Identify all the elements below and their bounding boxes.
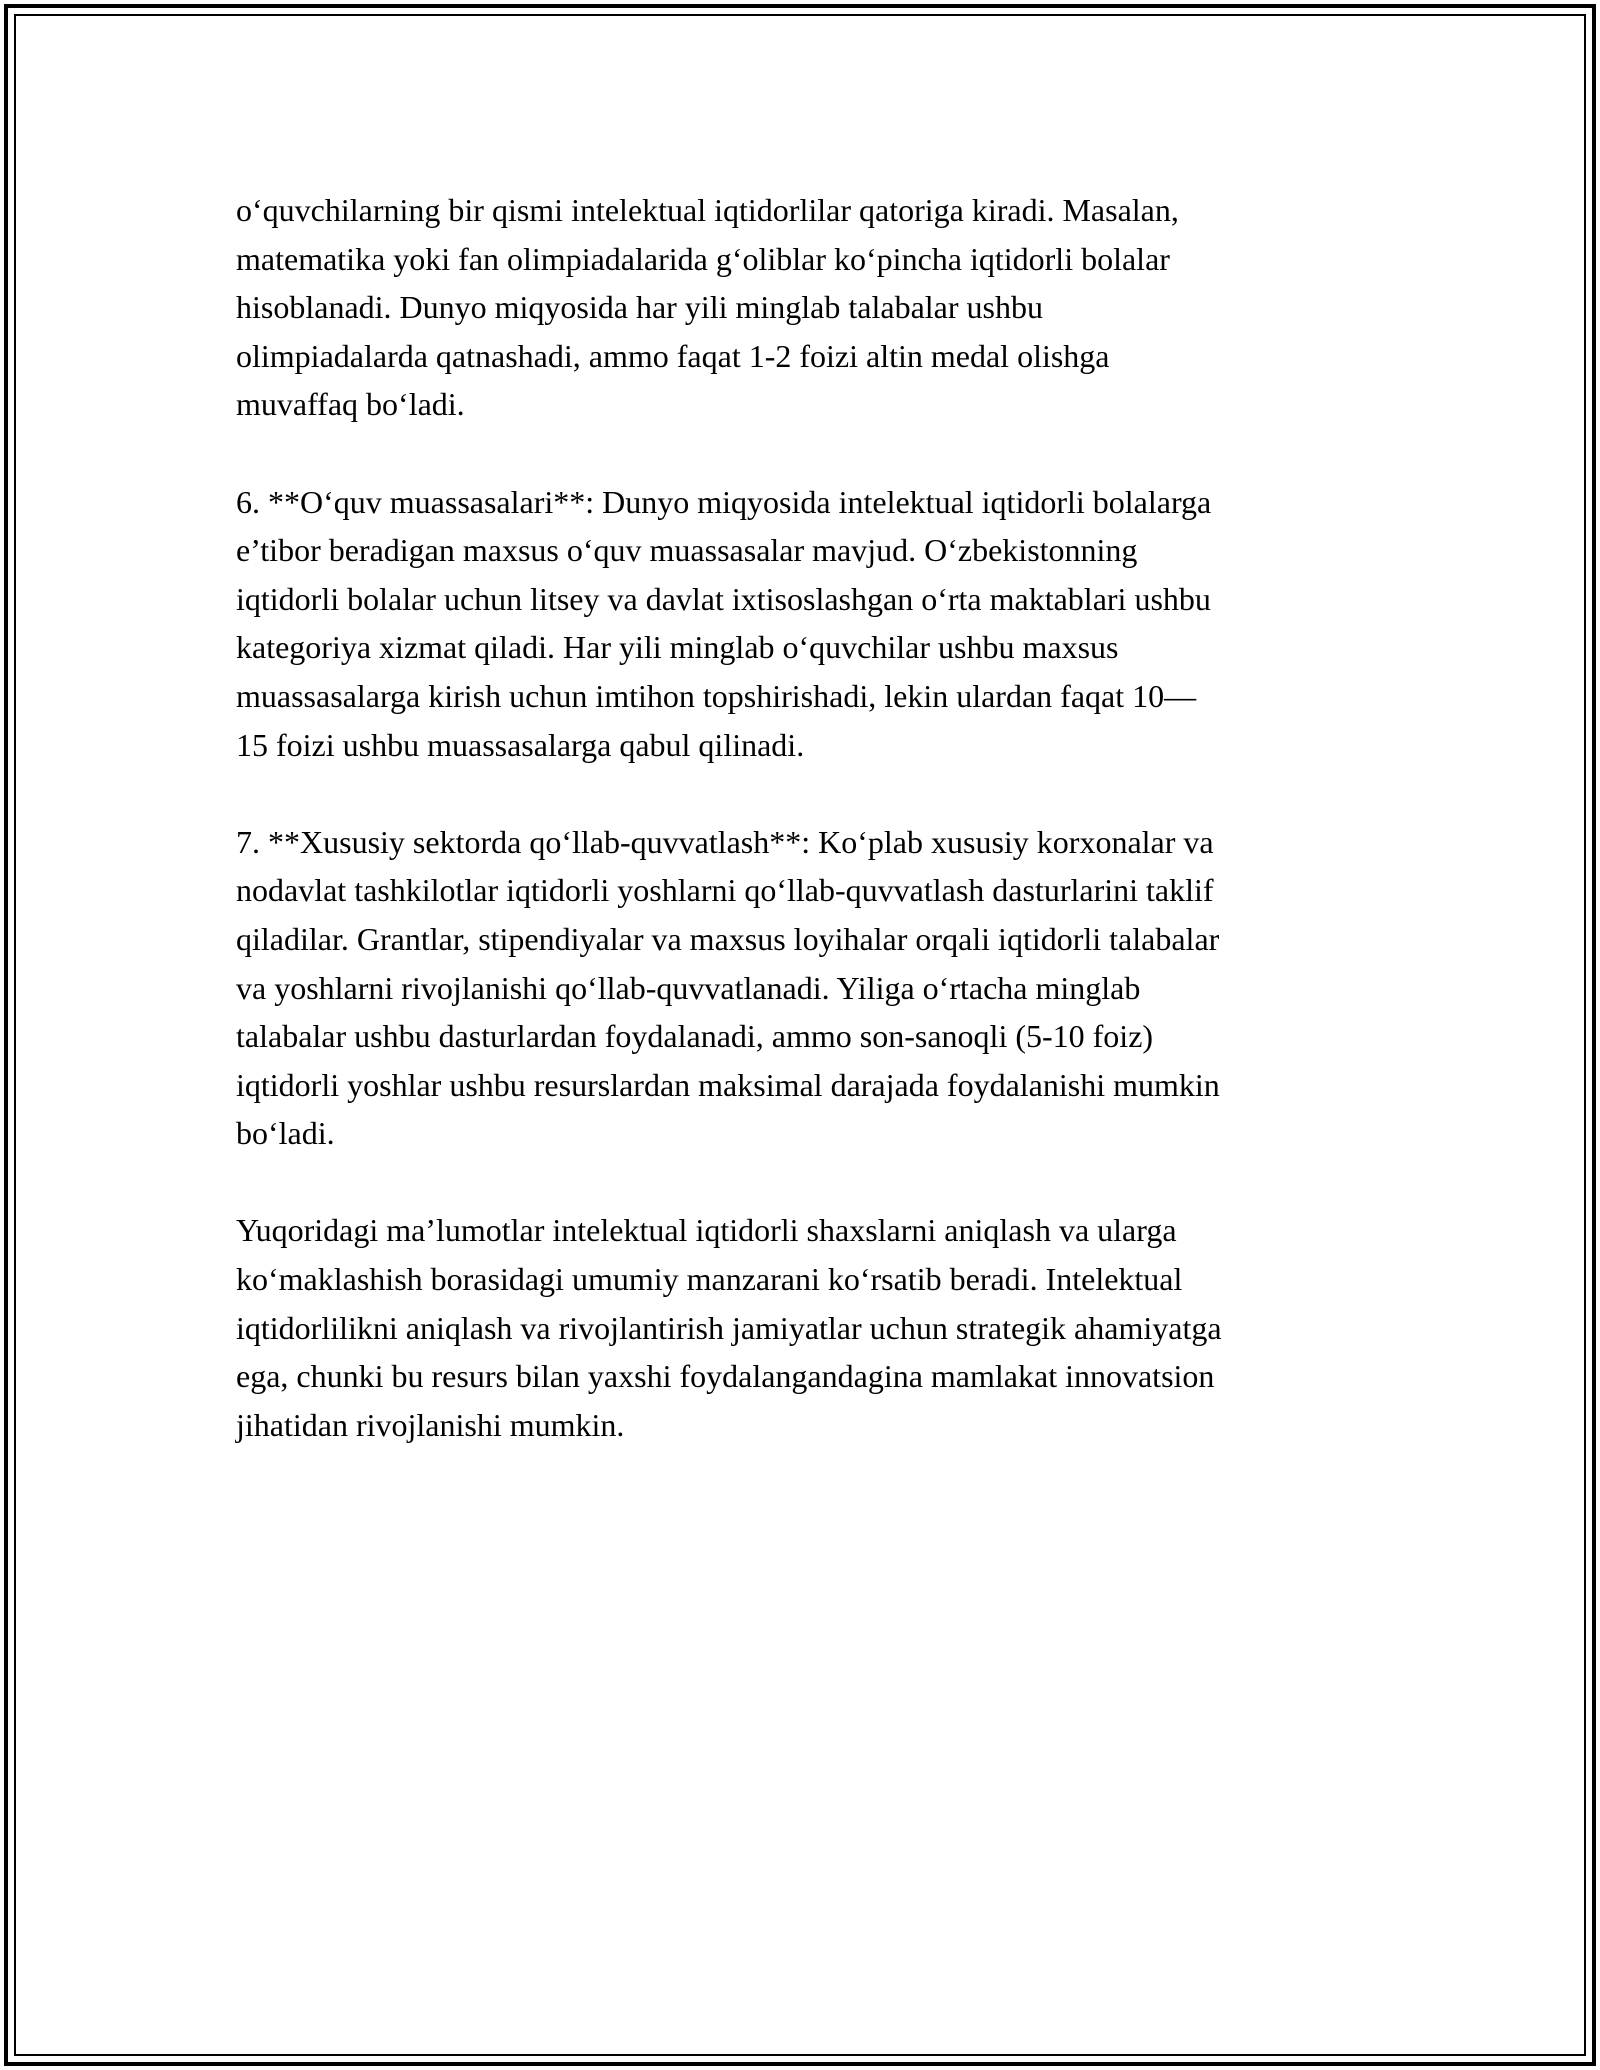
paragraph-private-sector-support: 7. **Xususiy sektorda qo‘llab-quvvatlash**: Ko‘plab xususiy korxonalar va nodavlat tashkilotlar iqtidorli yoshlarni qo‘llab-quvvatlash dasturlarini taklif qiladilar. Grantlar, stipendiyalar va maxsus loyihalar orqali iqtidorli talabalar va yoshlarni rivojlanishi qo‘llab-quvvatlanadi. Yiliga o‘rtacha minglab talabalar ushbu dasturlardan foydalanadi, ammo son-sanoqli (5-10 foiz) iqtidorli yoshlar ushbu resurslardan maksimal darajada foydalanishi mumkin bo‘ladi. [236,823,1220,1152]
paragraph-conclusion: Yuqoridagi ma’lumotlar intelektual iqtidorli shaxslarni aniqlash va ularga ko‘maklashish borasidagi umumiy manzarani ko‘rsatib beradi. Intelektual iqtidorlilikni aniqlash va rivojlantirish jamiyatlar uchun strategik ahamiyatga ega, chunki bu resurs bilan yaxshi foydalangandagina mamlakat innovatsion jihatidan rivojlanishi mumkin. [236,1212,1222,1443]
paragraph-olympiads: o‘quvchilarning bir qismi intelektual iqtidorlilar qatoriga kiradi. Masalan, matematika yoki fan olimpiadalarida g‘oliblar ko‘pincha iqtidorli bolalar hisoblanadi. Dunyo miqyosida har yili minglab talabalar ushbu olimpiadalarda qatnashadi, ammo faqat 1-2 foizi altin medal olishga muvaffaq bo‘ladi. [236,192,1179,423]
paragraph-educational-institutions: 6. **O‘quv muassasalari**: Dunyo miqyosida intelektual iqtidorli bolalarga e’tibor beradigan maxsus o‘quv muassasalar mavjud. O‘zbekistonning iqtidorli bolalar uchun litsey va davlat ixtisoslashgan o‘rta maktablari ushbu kategoriya xizmat qiladi. Har yili minglab o‘quvchilar ushbu maxsus muassasalarga kirish uchun imtihon topshirishadi, lekin ulardan faqat 10— 15 foizi ushbu muassasalarga qabul qilinadi. [236,483,1212,763]
document-body [236,186,1376,1498]
